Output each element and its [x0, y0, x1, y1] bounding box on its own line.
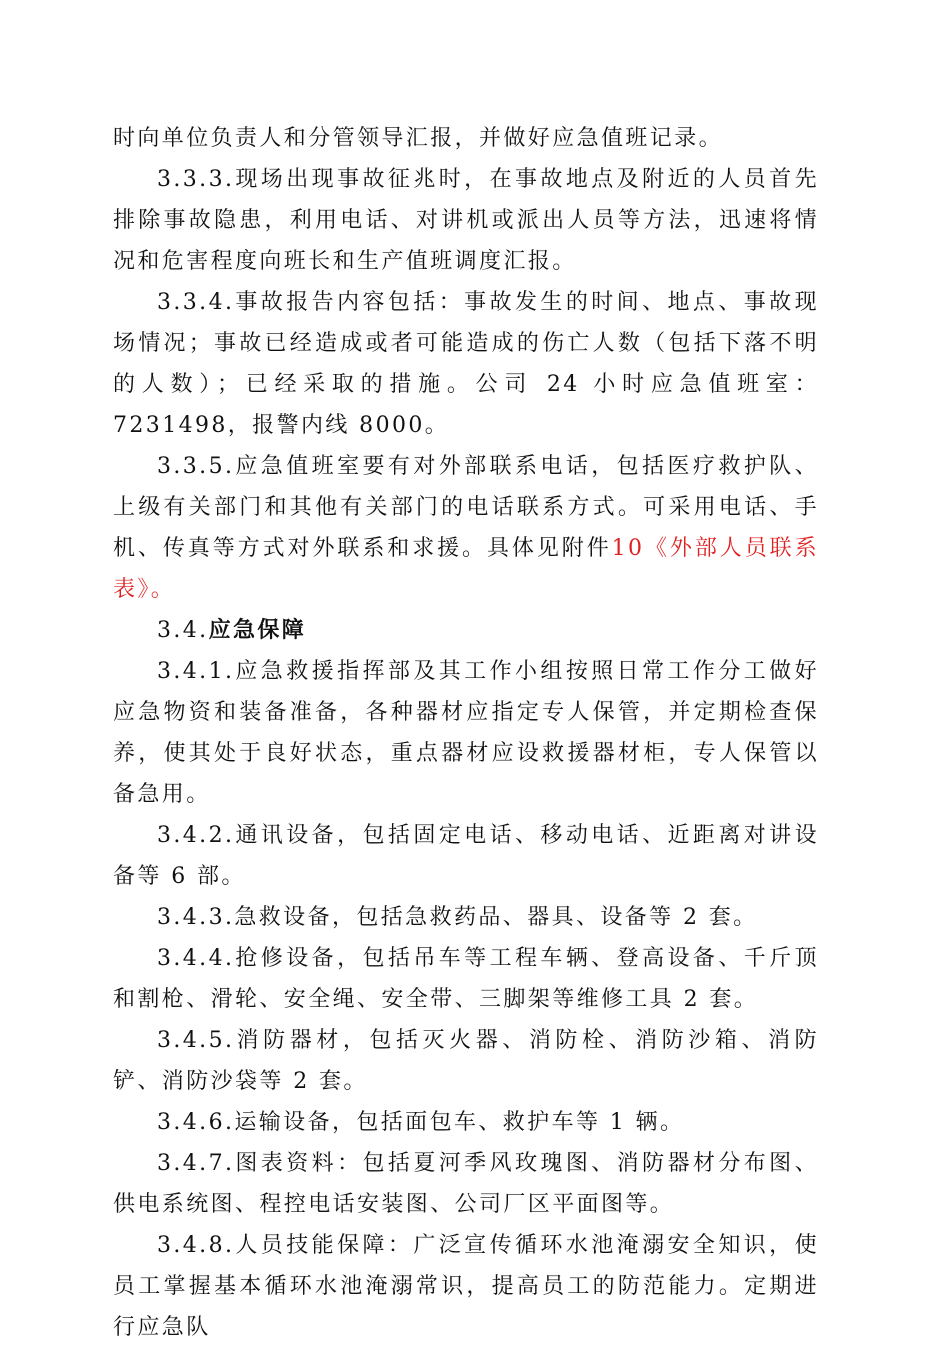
paragraph-3-4-6 [113, 1102, 819, 1143]
attachment-link[interactable]: 10《外部人员联系表》。 [113, 536, 819, 602]
section-number: 3.4. [157, 618, 209, 643]
paragraph-3-4-3 [113, 897, 819, 938]
paragraph-3-4-7 [113, 1143, 819, 1225]
paragraph-3-4-4 [113, 938, 819, 1020]
paragraph-text: 时向单位负责人和分管领导汇报，并做好应急值班记录。 [113, 126, 724, 151]
paragraph-text: 3.4.5.消防器材，包括灭火器、消防栓、消防沙箱、消防铲、消防沙袋等 2 套。 [113, 1028, 819, 1094]
paragraph-3-4-8 [113, 1225, 819, 1348]
paragraph-continuation [113, 118, 819, 159]
paragraph-3-4-2 [113, 815, 819, 897]
paragraph-text: 3.4.1.应急救援指挥部及其工作小组按照日常工作分工做好应急物资和装备准备，各种器材应指定专人保管，并定期检查保养，使其处于良好状态，重点器材应设救援器材柜，专人保管以备急用。 [113, 659, 819, 807]
paragraph-3-4-5 [113, 1020, 819, 1102]
document-body [113, 118, 819, 1348]
paragraph-3-3-3 [113, 159, 819, 282]
paragraph-text: 3.4.4.抢修设备，包括吊车等工程车辆、登高设备、千斤顶和割枪、滑轮、安全绳、安全带、三脚架等维修工具 2 套。 [113, 946, 819, 1012]
paragraph-3-3-5 [113, 446, 819, 610]
paragraph-text: 3.4.6.运输设备，包括面包车、救护车等 1 辆。 [157, 1110, 685, 1135]
section-heading-3-4 [113, 610, 819, 651]
section-title: 应急保障 [208, 617, 307, 643]
paragraph-text: 3.4.7.图表资料：包括夏河季风玫瑰图、消防器材分布图、供电系统图、程控电话安装图、公司厂区平面图等。 [113, 1151, 819, 1217]
paragraph-text: 3.3.4.事故报告内容包括：事故发生的时间、地点、事故现场情况；事故已经造成或者可能造成的伤亡人数（包括下落不明的人数）；已经采取的措施。公司 24 小时应急值班室：7231498，报警内线 8000。 [113, 290, 819, 438]
paragraph-text: 3.3.5.应急值班室要有对外部联系电话，包括医疗救护队、上级有关部门和其他有关部门的电话联系方式。可采用电话、手机、传真等方式对外联系和求援。具体见附件 [113, 454, 819, 561]
paragraph-text: 3.4.3.急救设备，包括急救药品、器具、设备等 2 套。 [157, 905, 758, 930]
paragraph-3-4-1 [113, 651, 819, 815]
paragraph-text: 3.3.3.现场出现事故征兆时，在事故地点及附近的人员首先排除事故隐患，利用电话、对讲机或派出人员等方法，迅速将情况和危害程度向班长和生产值班调度汇报。 [113, 167, 819, 274]
paragraph-3-3-4 [113, 282, 819, 446]
paragraph-text: 3.4.2.通讯设备，包括固定电话、移动电话、近距离对讲设备等 6 部。 [113, 823, 819, 889]
paragraph-text: 3.4.8.人员技能保障：广泛宣传循环水池淹溺安全知识，使员工掌握基本循环水池淹溺常识，提高员工的防范能力。定期进行应急队 [113, 1233, 819, 1340]
